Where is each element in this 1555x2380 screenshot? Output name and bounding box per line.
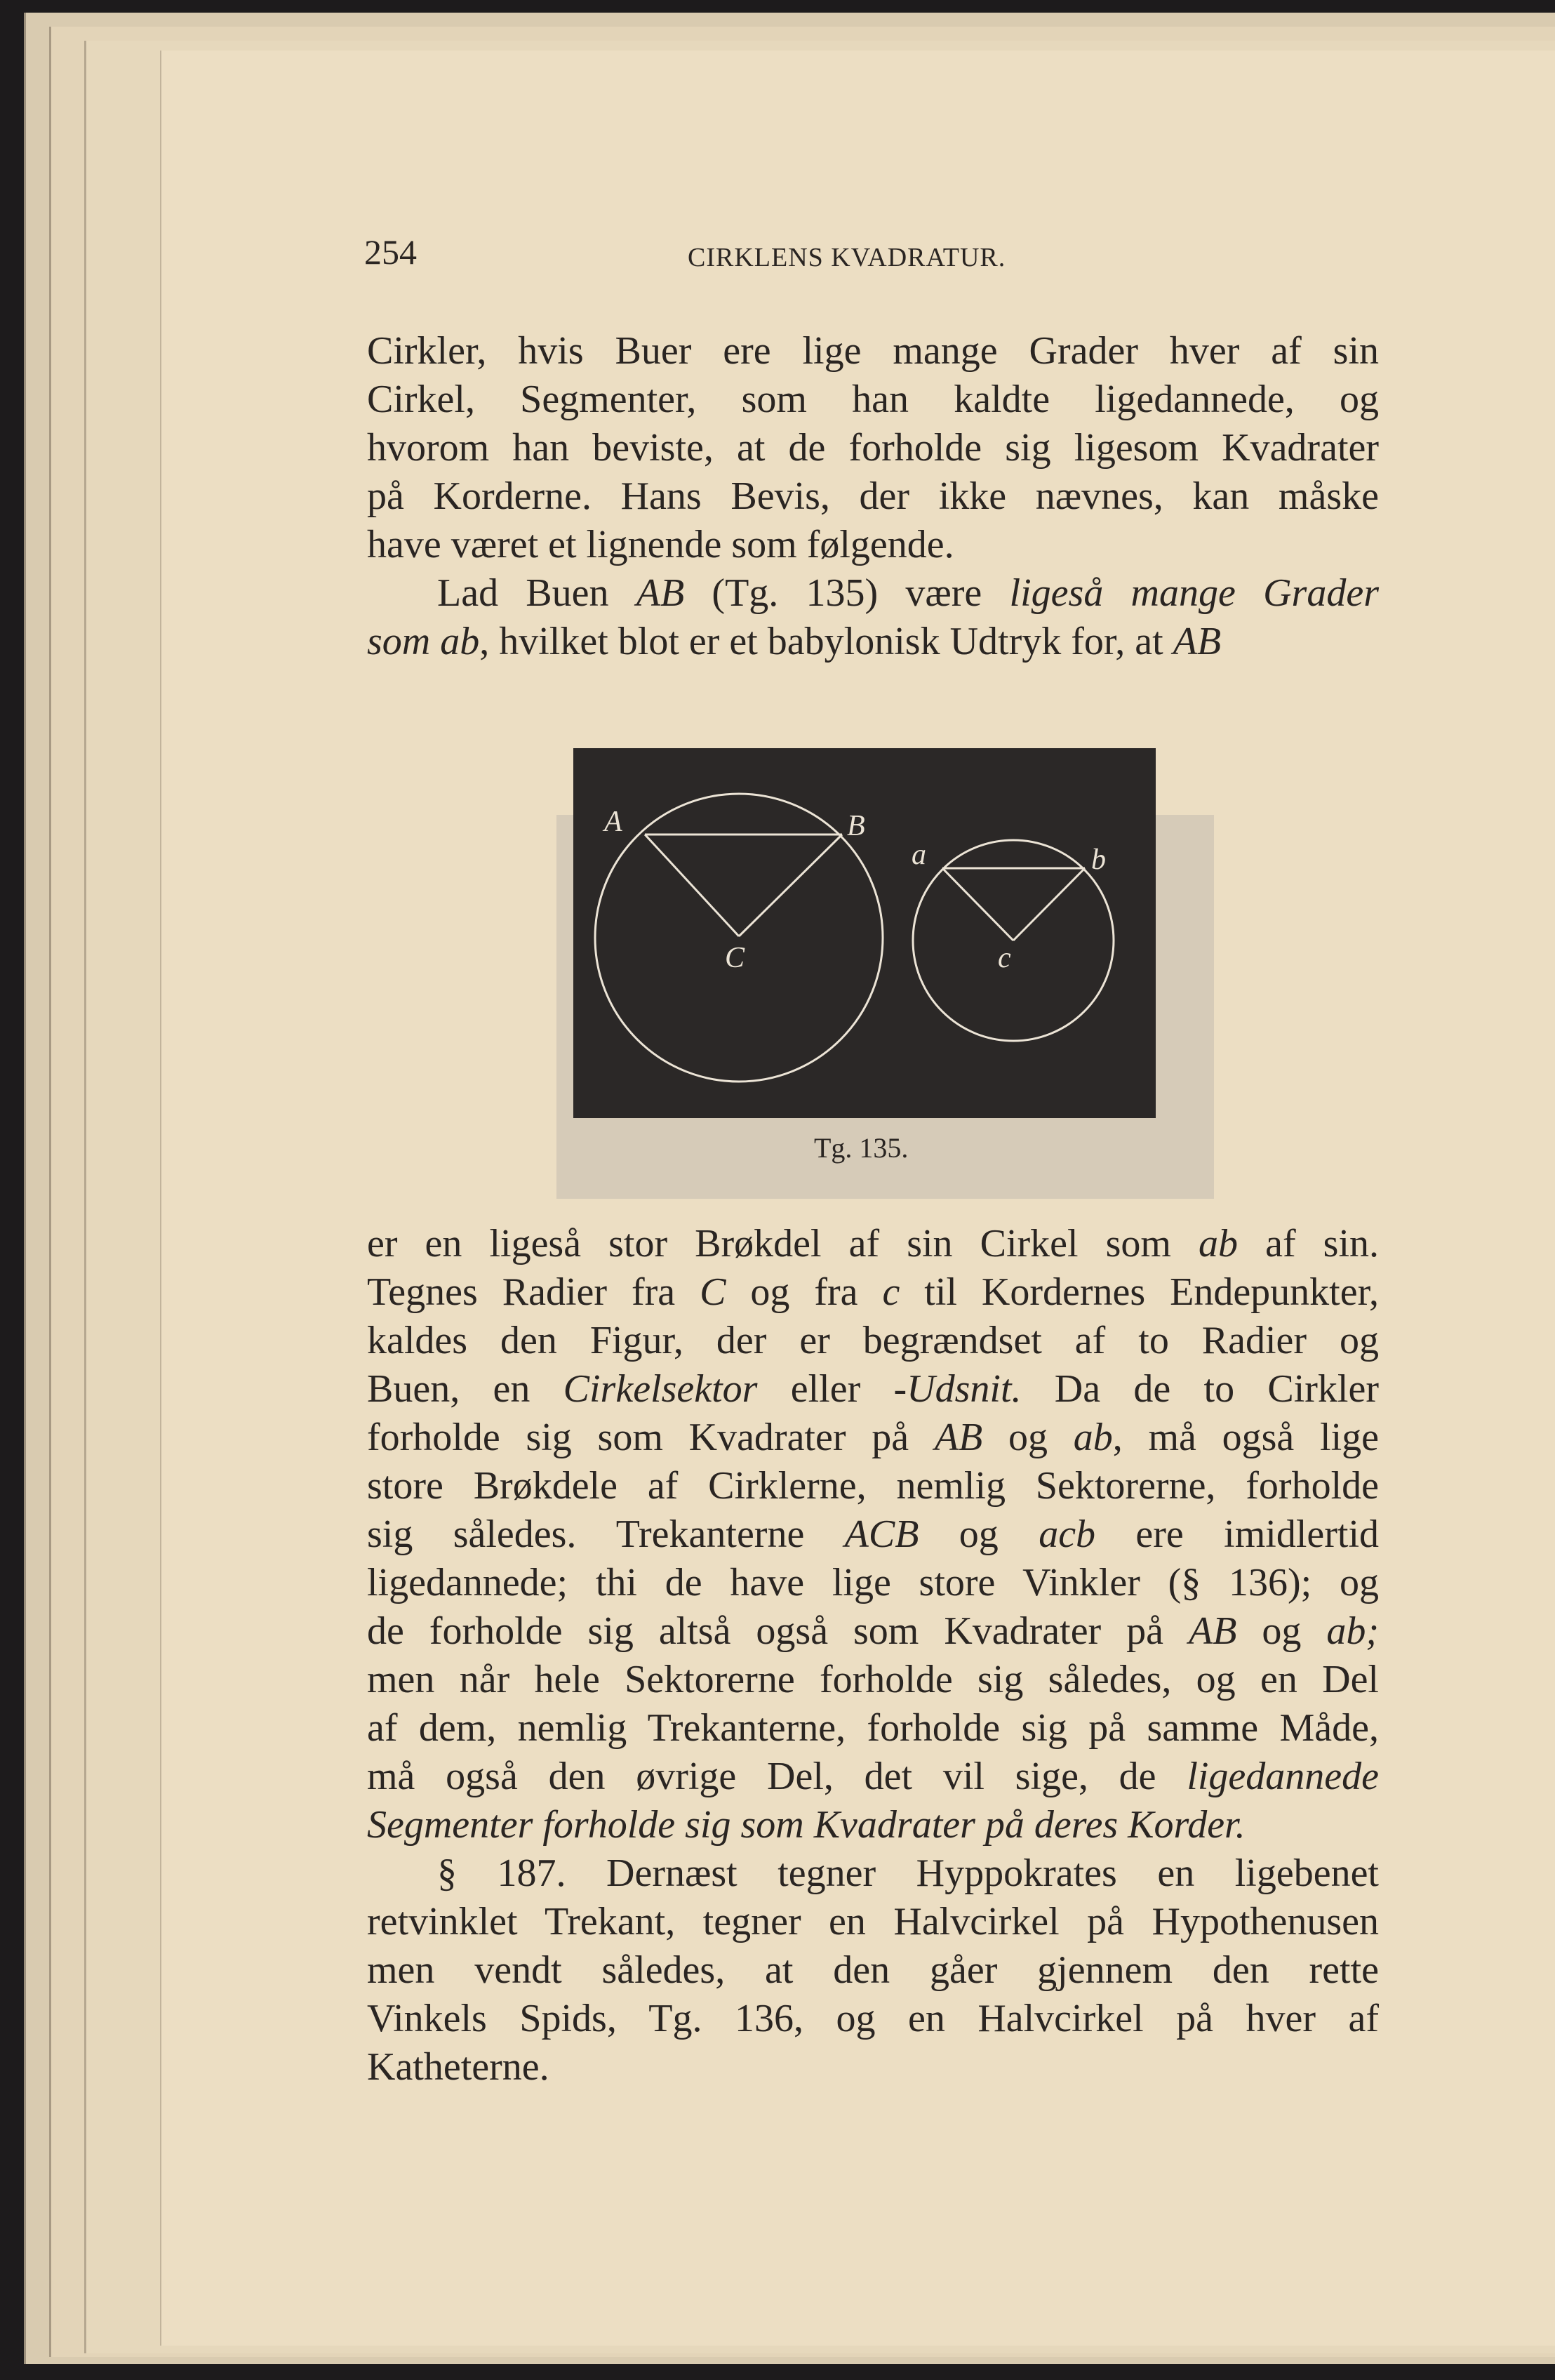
text-line: [367, 1801, 1379, 1849]
text-run: Cirkel, Segmenter, som han kaldte ligedannede, og: [367, 378, 1379, 421]
text-run: og: [982, 1416, 1074, 1459]
text-run: Katheterne.: [367, 2045, 549, 2089]
radius-BC: [739, 835, 842, 936]
italic-text: ab: [1073, 1416, 1113, 1459]
text-line: [367, 327, 1379, 375]
text-run: til Kordernes Endepunkter,: [900, 1270, 1379, 1314]
text-run: og: [1236, 1609, 1327, 1653]
text-run: på Korderne. Hans Bevis, der ikke nævnes, kan måske: [367, 474, 1379, 518]
text-run: have været et lignende som følgende.: [367, 523, 954, 566]
text-run: af dem, nemlig Trekanterne, forholde sig på samme Måde,: [367, 1706, 1379, 1750]
text-run: Vinkels Spids, Tg. 136, og en Halvcirkel på hver af: [367, 1997, 1379, 2040]
text-line: [367, 1510, 1379, 1559]
text-line: [367, 1656, 1379, 1704]
text-block-top: [367, 327, 1379, 666]
text-run: af sin.: [1238, 1222, 1380, 1265]
text-run: er en ligeså stor Brøkdel af sin Cirkel som: [367, 1222, 1199, 1265]
text-line: [367, 1268, 1379, 1317]
label-B: B: [847, 810, 865, 842]
text-run: store Brøkdele af Cirklerne, nemlig Sektorerne, forholde: [367, 1464, 1379, 1508]
text-run: Tegnes Radier fra: [367, 1270, 700, 1314]
text-line: [367, 2043, 1379, 2092]
text-line: [367, 1946, 1379, 1995]
label-a: a: [912, 839, 926, 871]
text-block-bottom: [367, 1220, 1379, 2092]
text-run: Da de to Cirkler: [1021, 1367, 1379, 1411]
text-run: må også den øvrige Del, det vil sige, de: [367, 1755, 1187, 1798]
text-run: forholde sig som Kvadrater på: [367, 1416, 935, 1459]
text-line: [367, 472, 1379, 521]
italic-text: AB: [1173, 620, 1222, 663]
figure-caption: Tg. 135.: [814, 1132, 909, 1164]
radius-AC: [645, 835, 739, 936]
text-run: og fra: [726, 1270, 883, 1314]
italic-text: ab;: [1326, 1609, 1379, 1653]
text-run: ligedannede; thi de have lige store Vinkler (§ 136); og: [367, 1561, 1379, 1604]
text-line: [367, 1704, 1379, 1753]
text-run: eller: [757, 1367, 894, 1411]
text-line: [367, 1753, 1379, 1801]
text-line: [367, 1559, 1379, 1607]
text-run: Buen, en: [367, 1367, 563, 1411]
text-line: [367, 618, 1379, 666]
italic-text: ligeså mange Grader: [1009, 571, 1379, 615]
text-run: sig således. Trekanterne: [367, 1513, 845, 1556]
italic-text: ligedannede: [1187, 1755, 1379, 1798]
circle-diagram: [573, 748, 1156, 1118]
text-line: [367, 1414, 1379, 1462]
text-line: [367, 424, 1379, 472]
text-run: kaldes den Figur, der er begrændset af to Radier og: [367, 1319, 1379, 1362]
italic-text: c: [882, 1270, 900, 1314]
text-run: hvorom han beviste, at de forholde sig ligesom Kvadrater: [367, 426, 1379, 470]
label-b: b: [1091, 844, 1106, 876]
text-run: (Tg. 135) være: [684, 571, 1010, 615]
italic-text: som ab: [367, 620, 480, 663]
italic-text: ab: [1199, 1222, 1239, 1265]
italic-text: AB: [1188, 1609, 1237, 1653]
text-run: Lad Buen: [437, 571, 636, 615]
label-C: C: [725, 942, 745, 974]
text-line: [367, 1849, 1379, 1898]
text-line: [367, 569, 1379, 618]
text-run: men når hele Sektorerne forholde sig således, og en Del: [367, 1658, 1379, 1701]
label-A: A: [604, 806, 622, 838]
text-run: retvinklet Trekant, tegner en Halvcirkel på Hypothenusen: [367, 1900, 1379, 1943]
radius-ac: [942, 868, 1013, 940]
text-run: de forholde sig altså også som Kvadrater på: [367, 1609, 1189, 1653]
radius-bc: [1013, 868, 1085, 940]
text-run: § 187. Dernæst tegner Hyppokrates en ligebenet: [437, 1852, 1379, 1895]
label-c: c: [998, 942, 1011, 974]
running-head: CIRKLENS KVADRATUR.: [688, 243, 1006, 272]
text-line: [367, 1607, 1379, 1656]
text-line: [367, 1220, 1379, 1268]
text-run: men vendt således, at den gåer gjennem den rette: [367, 1948, 1379, 1992]
italic-text: -Udsnit.: [893, 1367, 1022, 1411]
text-line: [367, 1365, 1379, 1414]
text-line: [367, 1995, 1379, 2043]
text-run: , må også lige: [1112, 1416, 1379, 1459]
text-line: [367, 1317, 1379, 1365]
text-run: , hvilket blot er et babylonisk Udtryk for, at: [479, 620, 1173, 663]
italic-text: Segmenter forholde sig som Kvadrater på deres Korder.: [367, 1803, 1246, 1847]
italic-text: C: [700, 1270, 726, 1314]
text-line: [367, 1898, 1379, 1946]
text-run: Cirkler, hvis Buer ere lige mange Grader hver af sin: [367, 329, 1379, 373]
text-run: og: [919, 1513, 1039, 1556]
italic-text: Cirkelsektor: [563, 1367, 758, 1411]
italic-text: AB: [934, 1416, 983, 1459]
italic-text: acb: [1039, 1513, 1096, 1556]
text-line: [367, 521, 1379, 569]
figure-tg-135: [573, 748, 1156, 1118]
text-line: [367, 1462, 1379, 1510]
text-run: ere imidlertid: [1095, 1513, 1379, 1556]
italic-text: ACB: [844, 1513, 919, 1556]
page-number: 254: [364, 232, 417, 272]
italic-text: AB: [636, 571, 685, 615]
text-line: [367, 375, 1379, 424]
